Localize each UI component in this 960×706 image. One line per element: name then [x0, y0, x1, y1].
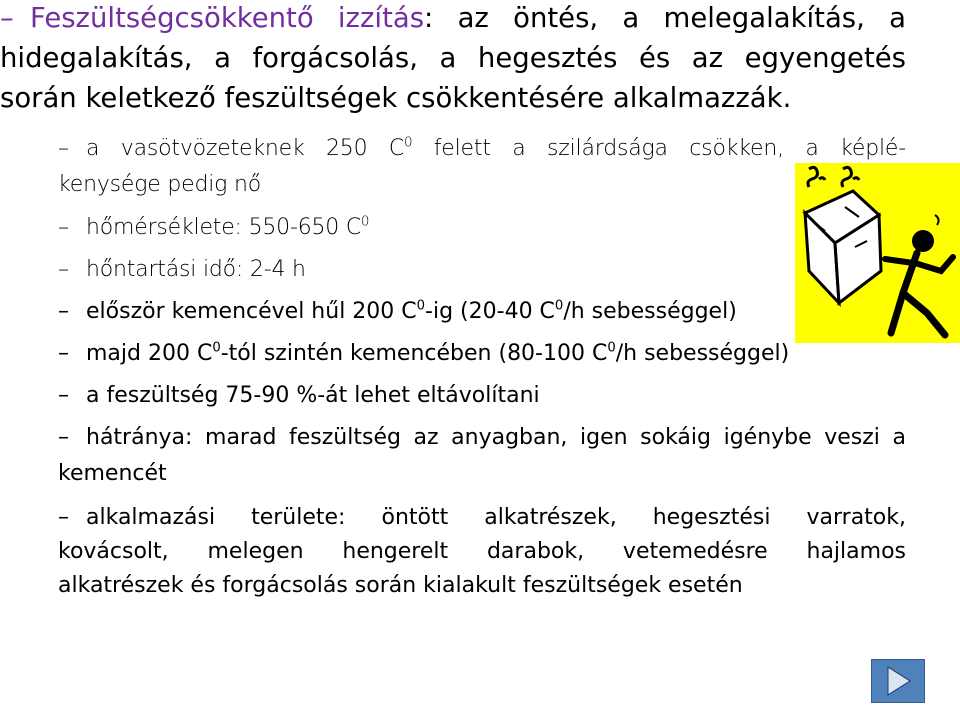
bullet-7-line-1: hátránya: marad feszültség az anyagban, igen sokáig igénybe veszi a [86, 425, 906, 450]
bullet-1-text-b: felett a szilárdsága csökken, a képlé- [412, 136, 906, 161]
heading-term: Feszültségcsökkentő izzítás [30, 2, 425, 34]
bullet-5-text-c: /h sebességgel) [615, 341, 790, 366]
degree-sup: 0 [607, 340, 616, 356]
bullet-dash: – [58, 215, 69, 240]
bullet-3 [58, 257, 306, 282]
bullet-7-line-2: kemencét [58, 461, 167, 486]
bullet-5-text-b: -tól szintén kemencében (80-100 C [220, 341, 608, 366]
bullet-4-text-c: /h sebességgel) [563, 299, 737, 324]
bullet-dash: – [58, 299, 69, 324]
heading-line-1-rest: : az öntés, a melegalakítás, a [424, 2, 906, 34]
next-arrow-icon [872, 660, 924, 702]
bullet-7 [58, 425, 906, 450]
bullet-dash: – [58, 505, 69, 530]
bullet-1-line-2: kenysége pedig nő [58, 172, 261, 197]
heading-line-1 [0, 2, 906, 34]
bullet-4-text-b: -ig (20-40 C [425, 299, 555, 324]
bullet-5-text-a: majd 200 C [86, 341, 213, 366]
cartoon-illustration [795, 163, 960, 343]
bullet-4-text-a: először kemencével hűl 200 C [86, 299, 417, 324]
degree-sup: 0 [554, 298, 564, 314]
next-slide-button[interactable] [871, 659, 925, 703]
degree-sup: 0 [416, 298, 426, 314]
bullet-1-text-a: a vasötvözeteknek 250 C [86, 136, 405, 161]
bullet-5 [58, 341, 789, 366]
bullet-8-line-2: kovácsolt, melegen hengerelt darabok, vetemedésre hajlamos [58, 539, 906, 564]
bullet-8-line-3: alkatrészek és forgácsolás során kialakult feszültségek esetén [58, 573, 743, 598]
stressed-man-icon [795, 163, 960, 343]
bullet-8-line-1: alkalmazási területe: öntött alkatrészek, hegesztési varratok, [86, 505, 906, 530]
bullet-8 [58, 505, 906, 530]
bullet-4 [58, 299, 737, 324]
bullet-dash: – [58, 425, 69, 450]
bullet-2-text: hőmérséklete: 550-650 C [86, 215, 362, 240]
degree-sup: 0 [361, 214, 370, 230]
bullet-dash: – [58, 136, 69, 161]
heading-dash: – [0, 2, 14, 34]
bullet-dash: – [58, 341, 69, 366]
heading-line-3: során keletkező feszültségek csökkentésére alkalmazzák. [0, 82, 792, 114]
bullet-dash: – [58, 257, 69, 282]
bullet-6-text: a feszültség 75-90 %-át lehet eltávolítani [86, 383, 540, 408]
degree-sup: 0 [212, 340, 221, 356]
bullet-6 [58, 383, 540, 408]
heading-line-2: hidegalakítás, a forgácsolás, a hegesztés és az egyengetés [0, 42, 906, 74]
bullet-dash: – [58, 383, 69, 408]
bullet-1 [58, 136, 906, 161]
bullet-2 [58, 215, 369, 240]
bullet-3-text: hőntartási idő: 2-4 h [86, 257, 306, 282]
degree-sup: 0 [404, 135, 413, 151]
